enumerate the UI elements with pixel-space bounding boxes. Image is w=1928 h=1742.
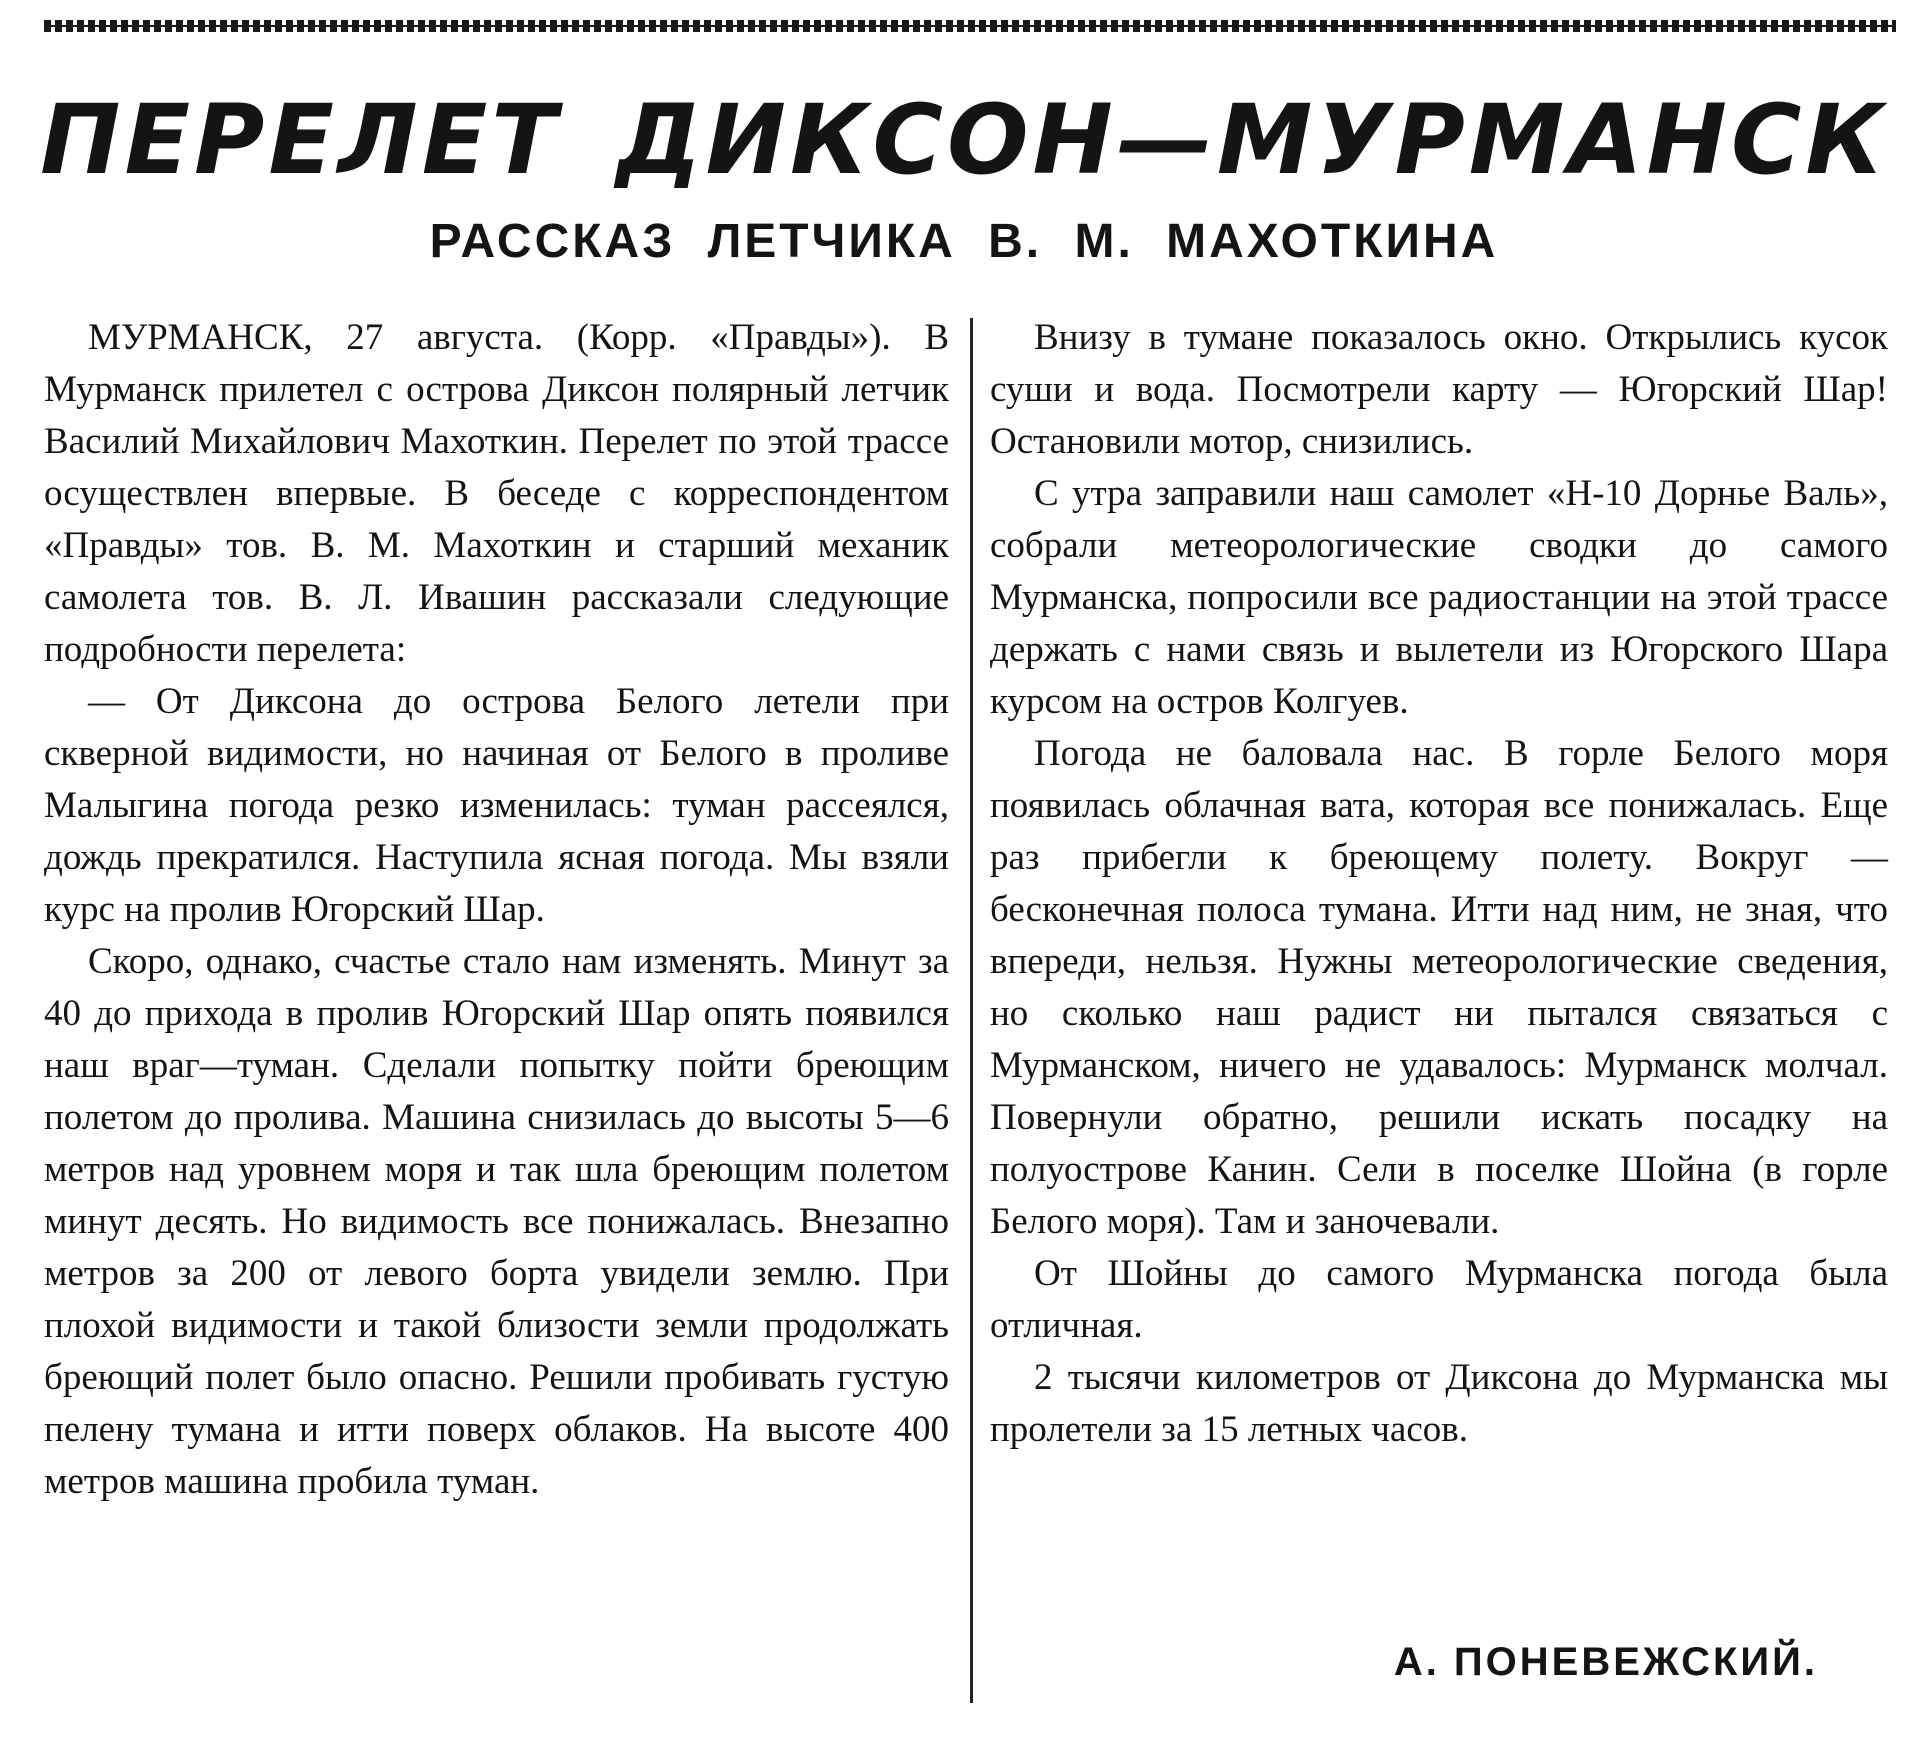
right-column bbox=[990, 312, 1888, 1456]
paragraph: Скоро, однако, счастье стало нам изменять. Минут за 40 до прихода в пролив Югорский Шар опять появился наш враг—туман. Сделали попытку пойти бреющим полетом до пролива. Машина снизилась до высоты 5—6 метров над уровнем моря и так шла бреющим полетом минут десять. Но видимость все понижалась. Внезапно метров за 200 от левого борта увидели землю. При плохой видимости и такой близости земли продолжать бреющий полет было опасно. Решили пробивать густую пелену тумана и итти поверх облаков. На высоте 400 метров машина пробила туман. bbox=[44, 941, 949, 1502]
left-column bbox=[44, 312, 949, 1508]
column-divider bbox=[970, 318, 973, 1703]
top-decorative-rule bbox=[44, 20, 1896, 32]
author-signature: А. ПОНЕВЕЖСКИЙ. bbox=[1393, 1640, 1818, 1684]
paragraph: С утра заправили наш самолет «Н-10 Дорнье Валь», собрали метеорологические сводки до самого Мурманска, попросили все радиостанции на этой трассе держать с нами связь и вылетели из Югорского Шара курсом на остров Колгуев. bbox=[990, 473, 1888, 722]
paragraph: — От Диксона до острова Белого летели при скверной видимости, но начиная от Белого в проливе Малыгина погода резко изменилась: туман рассеялся, дождь прекратился. Наступила ясная погода. Мы взяли курс на пролив Югорский Шар. bbox=[44, 681, 949, 930]
paragraph: Внизу в тумане показалось окно. Открылись кусок суши и вода. Посмотрели карту — Югорский Шар! Остановили мотор, снизились. bbox=[990, 317, 1888, 462]
paragraph: 2 тысячи километров от Диксона до Мурманска мы пролетели за 15 летных часов. bbox=[990, 1357, 1888, 1450]
paragraph: Погода не баловала нас. В горле Белого моря появилась облачная вата, которая все понижалась. Еще раз прибегли к бреющему полету. Вокруг — бесконечная полоса тумана. Итти над ним, не зная, что впереди, нельзя. Нужны метеорологические сведения, но сколько наш радист ни пытался связаться с Мурманском, ничего не удавалось: Мурманск молчал. Повернули обратно, решили искать посадку на полуострове Канин. Сели в поселке Шойна (в горле Белого моря). Там и заночевали. bbox=[990, 733, 1888, 1242]
subheadline: РАССКАЗ ЛЕТЧИКА В. М. МАХОТКИНА bbox=[429, 215, 1499, 268]
headline: ПЕРЕЛЕТ ДИКСОН—МУРМАНСК bbox=[40, 84, 1888, 196]
paragraph: От Шойны до самого Мурманска погода была отличная. bbox=[990, 1253, 1888, 1346]
paragraph-dateline: МУРМАНСК, 27 августа. (Корр. «Правды»). В Мурманск прилетел с острова Диксон полярный летчик Василий Михайлович Махоткин. Перелет по этой трассе осуществлен впервые. В беседе с корреспондентом «Правды» тов. В. М. Махоткин и старший механик самолета тов. В. Л. Ивашин рассказали следующие подробности перелета: bbox=[44, 317, 949, 670]
